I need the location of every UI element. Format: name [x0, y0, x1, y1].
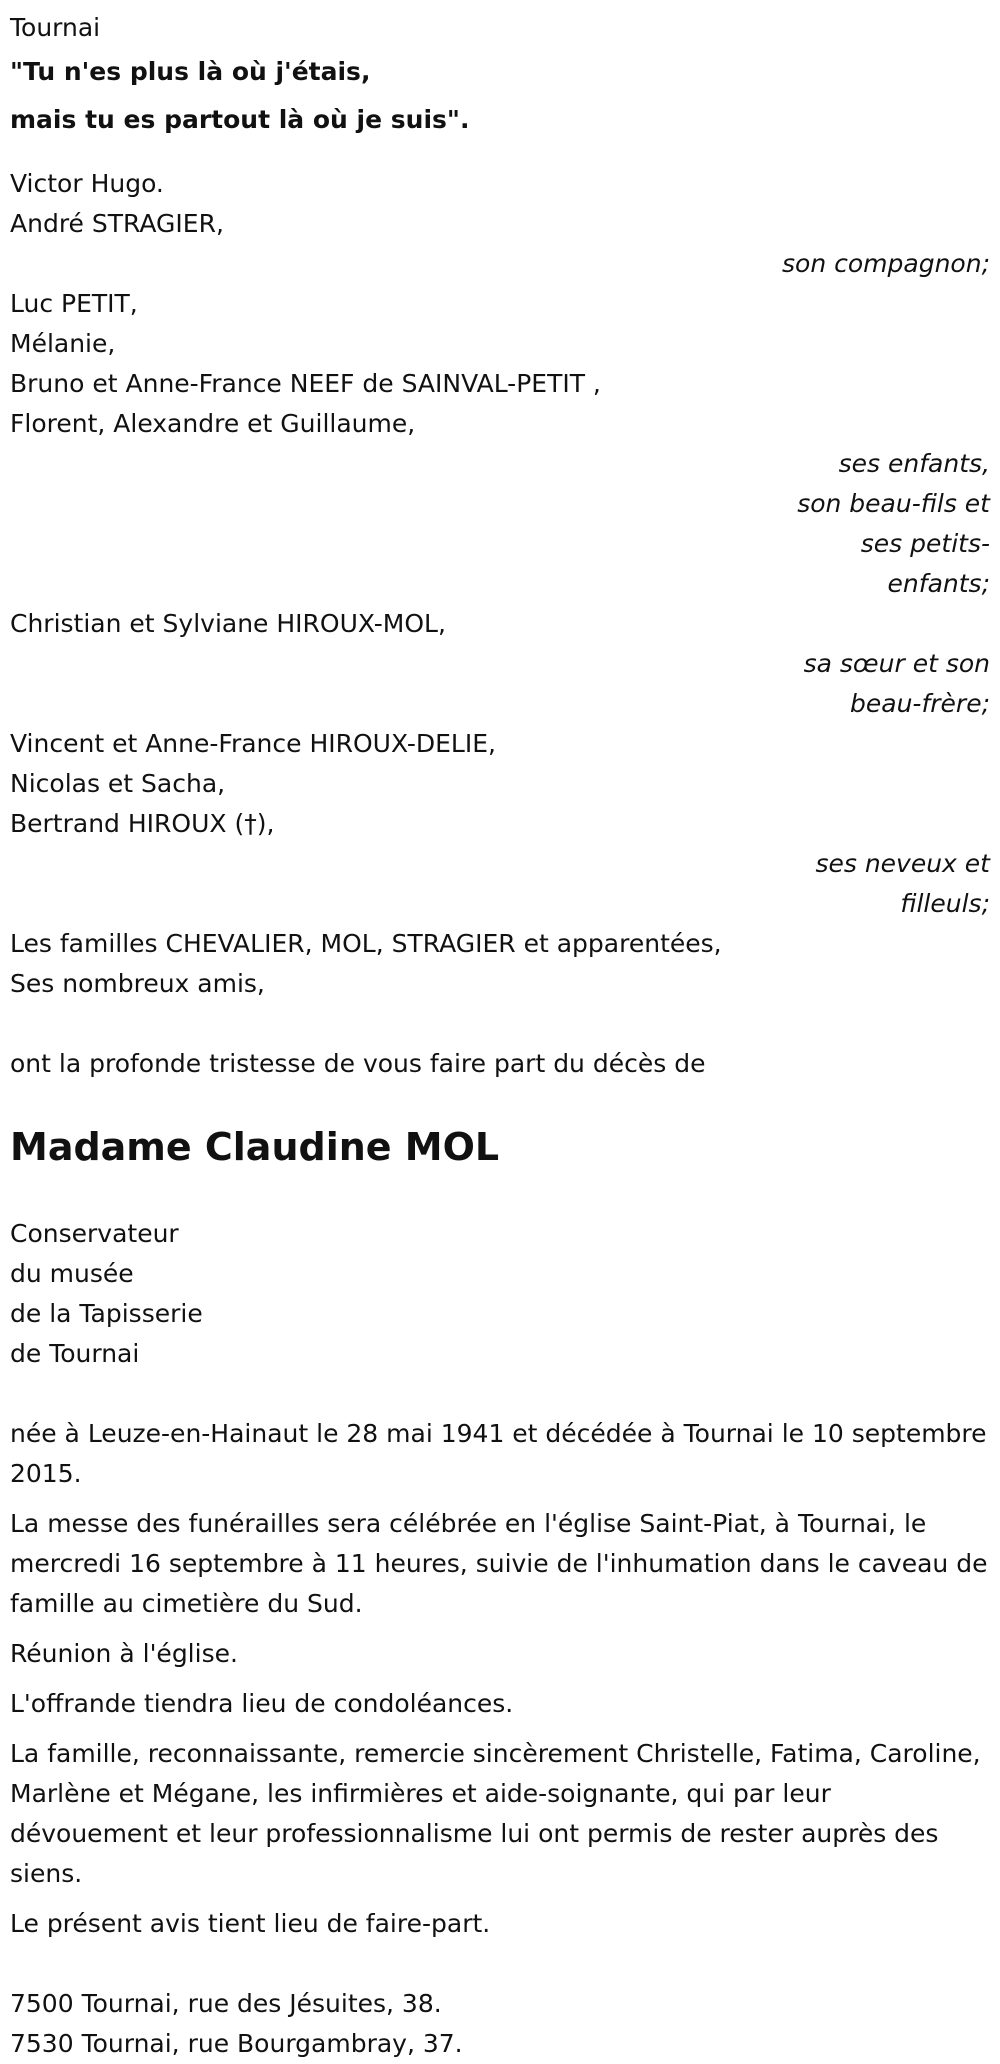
family-member: Florent, Alexandre et Guillaume, [10, 409, 416, 438]
quote-line-1: "Tu n'es plus là où j'étais, [10, 57, 371, 86]
relation-text: son compagnon; [782, 249, 990, 278]
family-member: Mélanie, [10, 329, 116, 358]
family-member: Ses nombreux amis, [10, 969, 265, 998]
nephews-list [10, 724, 990, 844]
quote-block [10, 48, 990, 144]
family-member: Nicolas et Sacha, [10, 769, 226, 798]
companion-name: André STRAGIER, [10, 209, 224, 238]
family-member: Les familles CHEVALIER, MOL, STRAGIER et apparentées, [10, 929, 722, 958]
notice-paragraph: Le présent avis tient lieu de faire-part. [10, 1909, 491, 1938]
family-member: Bruno et Anne-France NEEF de SAINVAL-PETIT , [10, 369, 601, 398]
function-line: de la Tapisserie [10, 1299, 203, 1328]
sister-relation [2, 644, 990, 724]
nephews-relation [2, 844, 990, 924]
funeral-paragraph: La messe des funérailles sera célébrée en l'église Saint-Piat, à Tournai, le mercredi 16 septembre à 11 heures, suivie de l'inhumation dans le caveau de famille au cimetière du Sud. [10, 1509, 988, 1618]
family-member: Bertrand HIROUX (†), [10, 809, 275, 838]
addresses-block [10, 1984, 990, 2064]
thanks-paragraph: La famille, reconnaissante, remercie sincèrement Christelle, Fatima, Caroline, Marlène et Mégane, les infirmières et aide-soignante, qui par leur dévouement et leur professionnalisme lui ont permis de rester auprès des siens. [10, 1739, 981, 1888]
address-line: 7530 Tournai, rue Bourgambray, 37. [10, 2029, 463, 2058]
function-line: Conservateur [10, 1219, 179, 1248]
family-member: Vincent et Anne-France HIROUX-DELIE, [10, 729, 496, 758]
birth-death-paragraph: née à Leuze-en-Hainaut le 28 mai 1941 et décédée à Tournai le 10 septembre 2015. [10, 1419, 987, 1488]
deceased-name: Madame Claudine MOL [10, 1125, 500, 1169]
children-list [10, 284, 990, 444]
quote-author: Victor Hugo. [10, 169, 164, 198]
relation-text: ses neveux et filleuls; [815, 849, 990, 918]
address-line: 7500 Tournai, rue des Jésuites, 38. [10, 1989, 442, 2018]
function-line: de Tournai [10, 1339, 140, 1368]
announcement-text: ont la profonde tristesse de vous faire part du décès de [10, 1049, 706, 1078]
obituary-content [10, 8, 990, 2064]
family-member: Luc PETIT, [10, 289, 138, 318]
meeting-paragraph: Réunion à l'église. [10, 1639, 238, 1668]
children-relation [2, 444, 990, 604]
offering-paragraph: L'offrande tiendra lieu de condoléances. [10, 1689, 514, 1718]
companion-relation [2, 244, 990, 284]
other-family-list [10, 924, 990, 1004]
function-line: du musée [10, 1259, 134, 1288]
deceased-function [10, 1214, 990, 1374]
location-heading: Tournai [10, 13, 101, 42]
relation-text: sa sœur et son beau-frère; [803, 649, 990, 718]
relation-text: ses enfants, son beau-fils et ses petits-enfants; [797, 449, 990, 598]
sister-name: Christian et Sylviane HIROUX-MOL, [10, 609, 446, 638]
quote-line-2: mais tu es partout là où je suis". [10, 105, 470, 134]
